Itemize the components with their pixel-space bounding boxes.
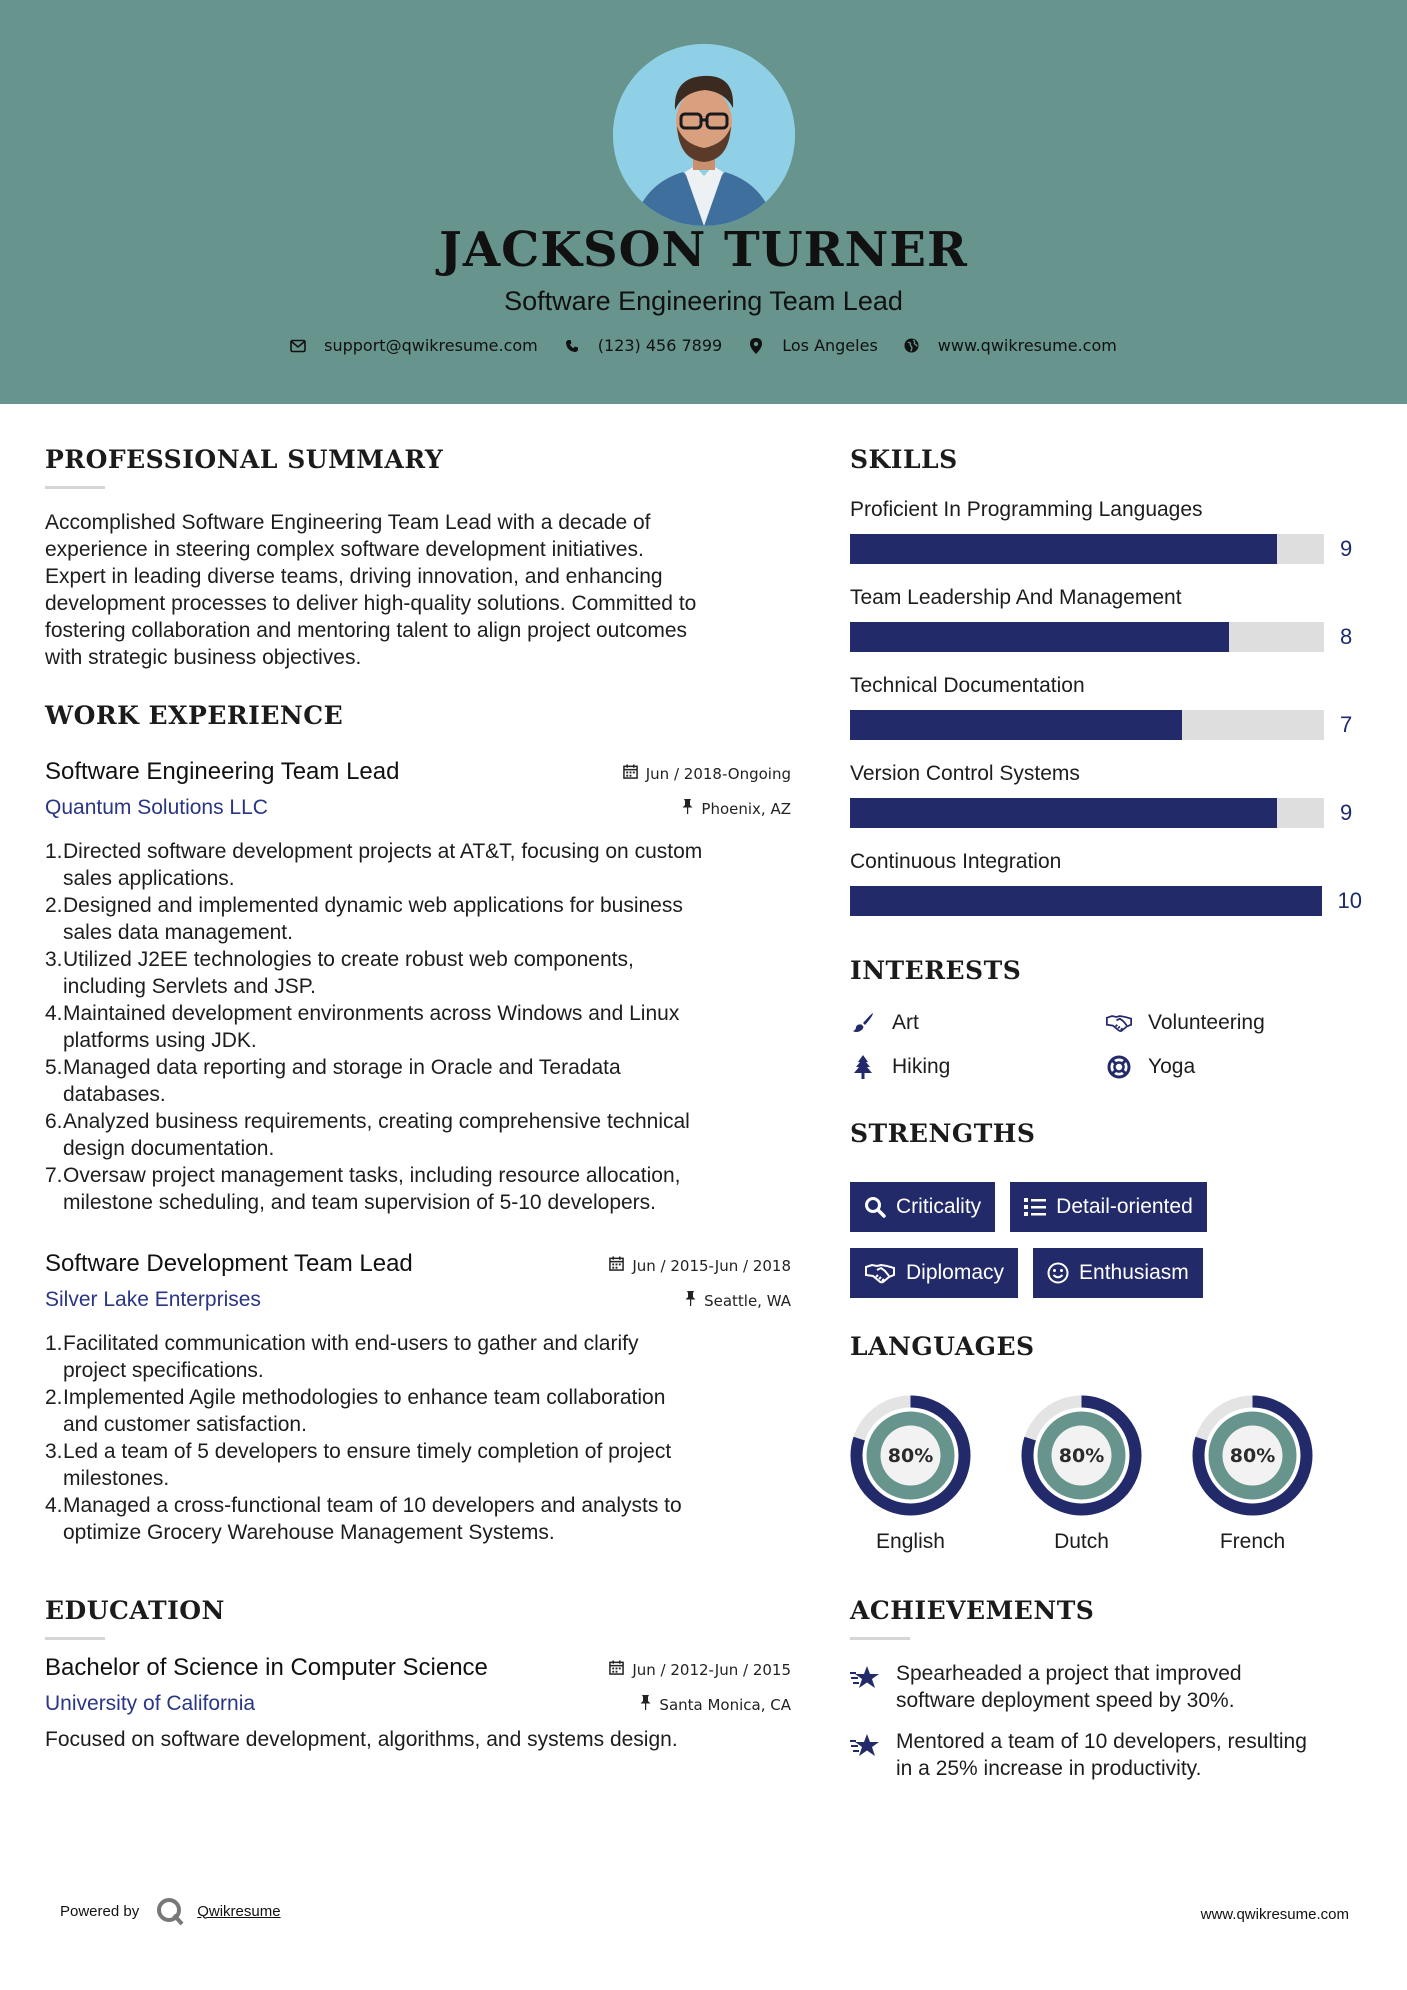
job-location xyxy=(682,799,791,818)
map-pin-icon xyxy=(748,338,764,354)
paintbrush-icon xyxy=(850,1011,876,1035)
achievement-line: in a 25% increase in productivity. xyxy=(896,1757,1202,1780)
profile-photo xyxy=(613,44,795,226)
globe-icon xyxy=(904,338,920,354)
list-item xyxy=(45,1000,791,1054)
language-ring xyxy=(850,1395,971,1516)
achievements-section xyxy=(850,1596,1362,1782)
list-line: Managed data reporting and storage in Oracle and Teradata xyxy=(63,1056,621,1079)
powered-by-label: Powered by xyxy=(60,1902,140,1920)
list-line: Analyzed business requirements, creating comprehensive technical xyxy=(63,1110,690,1133)
skills-section xyxy=(850,445,1362,916)
skills-list xyxy=(850,498,1362,916)
interest-label: Hiking xyxy=(892,1055,951,1078)
tree-icon xyxy=(850,1055,876,1079)
handshake-icon xyxy=(864,1262,896,1284)
list-line: Managed a cross-functional team of 10 developers and analysts to xyxy=(63,1494,682,1517)
list-line: Oversaw project management tasks, including resource allocation, xyxy=(63,1164,681,1187)
skill-bar-track xyxy=(850,534,1324,564)
skill-bar-fill xyxy=(850,798,1277,828)
footer-branding xyxy=(60,1896,281,1926)
language-item xyxy=(1192,1395,1313,1554)
job-location-text: Seattle, WA xyxy=(704,1291,791,1310)
skill-bar-fill xyxy=(850,886,1322,916)
star-badge-icon xyxy=(850,1728,880,1782)
list-number: 5. xyxy=(45,1056,63,1079)
interest-item xyxy=(1106,1011,1362,1035)
experience-heading: WORK EXPERIENCE xyxy=(45,701,344,730)
list-number: 4. xyxy=(45,1002,63,1025)
language-name: English xyxy=(876,1530,945,1553)
summary-section xyxy=(45,445,791,671)
list-item xyxy=(45,1384,791,1438)
language-percent: 80% xyxy=(1229,1445,1276,1467)
list-item xyxy=(45,1108,791,1162)
list-item xyxy=(45,892,791,946)
skill-value: 7 xyxy=(1340,712,1353,737)
job-date xyxy=(609,1256,791,1275)
education-section xyxy=(45,1596,791,1753)
qwikresume-logo-icon xyxy=(155,1896,185,1926)
pushpin-icon xyxy=(685,1291,696,1310)
list-line: and customer satisfaction. xyxy=(63,1413,307,1436)
candidate-name: JACKSON TURNER xyxy=(439,222,968,278)
list-number: 1. xyxy=(45,840,63,863)
envelope-icon xyxy=(290,338,306,354)
list-line: including Servlets and JSP. xyxy=(63,975,316,998)
list-item xyxy=(45,1330,791,1384)
skill-bar-fill xyxy=(850,534,1277,564)
section-divider xyxy=(850,1637,910,1640)
list-line: Led a team of 5 developers to ensure timely completion of project xyxy=(63,1440,672,1463)
interest-item xyxy=(850,1011,1106,1035)
summary-text xyxy=(45,509,791,671)
pushpin-icon xyxy=(682,799,693,818)
qwikresume-link[interactable]: Qwikresume xyxy=(197,1902,281,1920)
calendar-icon xyxy=(623,764,638,783)
languages-section xyxy=(850,1332,1362,1554)
interest-label: Volunteering xyxy=(1148,1011,1265,1034)
list-number: 4. xyxy=(45,1494,63,1517)
list-line: Designed and implemented dynamic web applications for business xyxy=(63,894,683,917)
strength-chip xyxy=(1033,1248,1203,1298)
pushpin-icon xyxy=(640,1695,651,1714)
education-location xyxy=(640,1695,791,1714)
contact-location xyxy=(748,336,878,355)
skill-bar-track xyxy=(850,710,1324,740)
job-location xyxy=(685,1291,791,1310)
achievement-item xyxy=(850,1728,1362,1782)
skill-item xyxy=(850,850,1362,916)
contact-email[interactable] xyxy=(290,336,538,355)
contact-phone[interactable] xyxy=(564,336,722,355)
skill-item xyxy=(850,762,1362,828)
interest-item xyxy=(1106,1055,1362,1079)
language-ring xyxy=(1192,1395,1313,1516)
list-item xyxy=(45,1492,791,1546)
language-percent: 80% xyxy=(887,1445,934,1467)
skill-value: 10 xyxy=(1337,888,1362,913)
interests-section xyxy=(850,956,1362,1079)
list-number: 3. xyxy=(45,948,63,971)
footer-url[interactable]: www.qwikresume.com xyxy=(1200,1906,1349,1923)
list-line: milestone scheduling, and team supervision of 5-10 developers. xyxy=(63,1191,657,1214)
job-title: Software Engineering Team Lead xyxy=(45,758,400,785)
calendar-icon xyxy=(609,1660,624,1679)
strength-label: Detail-oriented xyxy=(1056,1195,1193,1218)
school-name: University of California xyxy=(45,1692,256,1715)
strength-label: Diplomacy xyxy=(906,1261,1005,1284)
list-icon xyxy=(1024,1196,1046,1218)
contact-phone-text: (123) 456 7899 xyxy=(597,336,723,355)
summary-line: fostering collaboration and mentoring talent to align project outcomes xyxy=(45,619,688,642)
achievements-heading: ACHIEVEMENTS xyxy=(850,1596,1095,1625)
list-line: Utilized J2EE technologies to create robust web components, xyxy=(63,948,634,971)
contact-email-text: support@qwikresume.com xyxy=(324,336,538,355)
skill-name: Team Leadership And Management xyxy=(850,586,1182,609)
skill-name: Proficient In Programming Languages xyxy=(850,498,1203,521)
job-responsibilities xyxy=(45,1330,791,1546)
lifebuoy-icon xyxy=(1106,1055,1132,1079)
contact-bar xyxy=(0,336,1407,355)
list-line: Implemented Agile methodologies to enhance team collaboration xyxy=(63,1386,666,1409)
summary-line: Expert in leading diverse teams, driving innovation, and enhancing xyxy=(45,565,663,588)
right-column xyxy=(850,445,1362,1796)
job-entry xyxy=(45,1250,791,1546)
skill-bar-track xyxy=(850,622,1324,652)
skill-bar-fill xyxy=(850,710,1182,740)
list-line: platforms using JDK. xyxy=(63,1029,257,1052)
language-item xyxy=(1021,1395,1142,1554)
education-description: Focused on software development, algorithms, and systems design. xyxy=(45,1728,678,1751)
achievement-line: Mentored a team of 10 developers, resulting xyxy=(896,1730,1307,1753)
list-number: 6. xyxy=(45,1110,63,1133)
list-line: milestones. xyxy=(63,1467,170,1490)
list-item xyxy=(45,946,791,1000)
job-company: Silver Lake Enterprises xyxy=(45,1288,261,1311)
skill-value: 8 xyxy=(1340,624,1353,649)
skill-value: 9 xyxy=(1340,536,1353,561)
left-column xyxy=(45,445,791,1753)
skill-name: Continuous Integration xyxy=(850,850,1062,873)
achievement-line: Spearheaded a project that improved xyxy=(896,1662,1242,1685)
strength-chip xyxy=(1010,1182,1207,1232)
strength-label: Criticality xyxy=(896,1195,982,1218)
strength-chip xyxy=(850,1182,995,1232)
list-line: Facilitated communication with end-users to gather and clarify xyxy=(63,1332,639,1355)
education-heading: EDUCATION xyxy=(45,1596,225,1625)
list-line: project specifications. xyxy=(63,1359,264,1382)
contact-website[interactable] xyxy=(904,336,1117,355)
interests-heading: INTERESTS xyxy=(850,956,1022,985)
interest-label: Art xyxy=(892,1011,919,1034)
star-badge-icon xyxy=(850,1660,880,1714)
job-title: Software Development Team Lead xyxy=(45,1250,413,1277)
language-ring xyxy=(1021,1395,1142,1516)
list-item xyxy=(45,838,791,892)
summary-line: with strategic business objectives. xyxy=(45,646,362,669)
skill-item xyxy=(850,674,1362,740)
skill-item xyxy=(850,586,1362,652)
achievement-item xyxy=(850,1660,1362,1714)
contact-website-text: www.qwikresume.com xyxy=(937,336,1117,355)
language-name: Dutch xyxy=(1054,1530,1109,1553)
education-date xyxy=(609,1660,791,1679)
list-number: 2. xyxy=(45,894,63,917)
experience-section xyxy=(45,701,791,1546)
strength-chip xyxy=(850,1248,1018,1298)
job-entry xyxy=(45,758,791,1216)
education-date-text: Jun / 2012-Jun / 2015 xyxy=(632,1660,791,1679)
summary-heading: PROFESSIONAL SUMMARY xyxy=(45,445,444,474)
skill-value: 9 xyxy=(1340,800,1353,825)
section-divider xyxy=(45,1637,105,1640)
skill-bar-track xyxy=(850,798,1324,828)
skill-item xyxy=(850,498,1362,564)
skill-name: Version Control Systems xyxy=(850,762,1080,785)
list-line: optimize Grocery Warehouse Management Systems. xyxy=(63,1521,555,1544)
language-name: French xyxy=(1219,1530,1286,1553)
phone-icon xyxy=(564,338,580,354)
list-number: 3. xyxy=(45,1440,63,1463)
job-responsibilities xyxy=(45,838,791,1216)
skill-bar-track xyxy=(850,886,1322,916)
resume-header xyxy=(0,0,1407,404)
smile-icon xyxy=(1047,1262,1069,1284)
languages-heading: LANGUAGES xyxy=(850,1332,1035,1361)
list-line: sales data management. xyxy=(63,921,293,944)
strength-label: Enthusiasm xyxy=(1079,1261,1189,1284)
job-company: Quantum Solutions LLC xyxy=(45,796,268,819)
list-number: 2. xyxy=(45,1386,63,1409)
strengths-heading: STRENGTHS xyxy=(850,1119,1036,1148)
language-item xyxy=(850,1395,971,1554)
education-location-text: Santa Monica, CA xyxy=(659,1695,791,1714)
list-number: 1. xyxy=(45,1332,63,1355)
list-line: Maintained development environments across Windows and Linux xyxy=(63,1002,680,1025)
list-item xyxy=(45,1162,791,1216)
job-location-text: Phoenix, AZ xyxy=(701,799,791,818)
summary-line: development processes to deliver high-quality solutions. Committed to xyxy=(45,592,697,615)
candidate-title: Software Engineering Team Lead xyxy=(504,286,903,316)
skills-heading: SKILLS xyxy=(850,445,958,474)
job-date xyxy=(623,764,791,783)
summary-line: Accomplished Software Engineering Team Lead with a decade of xyxy=(45,511,651,534)
section-divider xyxy=(45,486,105,489)
achievement-line: software deployment speed by 30%. xyxy=(896,1689,1235,1712)
list-item xyxy=(45,1438,791,1492)
list-line: design documentation. xyxy=(63,1137,275,1160)
list-line: sales applications. xyxy=(63,867,235,890)
skill-name: Technical Documentation xyxy=(850,674,1085,697)
strengths-section xyxy=(850,1119,1362,1298)
list-item xyxy=(45,1054,791,1108)
interest-label: Yoga xyxy=(1148,1055,1196,1078)
language-percent: 80% xyxy=(1058,1445,1105,1467)
contact-location-text: Los Angeles xyxy=(782,336,878,355)
job-date-text: Jun / 2015-Jun / 2018 xyxy=(632,1256,791,1275)
search-icon xyxy=(864,1196,886,1218)
handshake-icon xyxy=(1106,1011,1132,1035)
list-line: Directed software development projects at AT&T, focusing on custom xyxy=(63,840,703,863)
interest-item xyxy=(850,1055,1106,1079)
skill-bar-fill xyxy=(850,622,1229,652)
job-date-text: Jun / 2018-Ongoing xyxy=(645,764,791,783)
list-line: databases. xyxy=(63,1083,166,1106)
degree-title: Bachelor of Science in Computer Science xyxy=(45,1654,488,1681)
list-number: 7. xyxy=(45,1164,63,1187)
summary-line: experience in steering complex software development initiatives. xyxy=(45,538,644,561)
person-portrait-icon xyxy=(613,44,795,226)
calendar-icon xyxy=(609,1256,624,1275)
